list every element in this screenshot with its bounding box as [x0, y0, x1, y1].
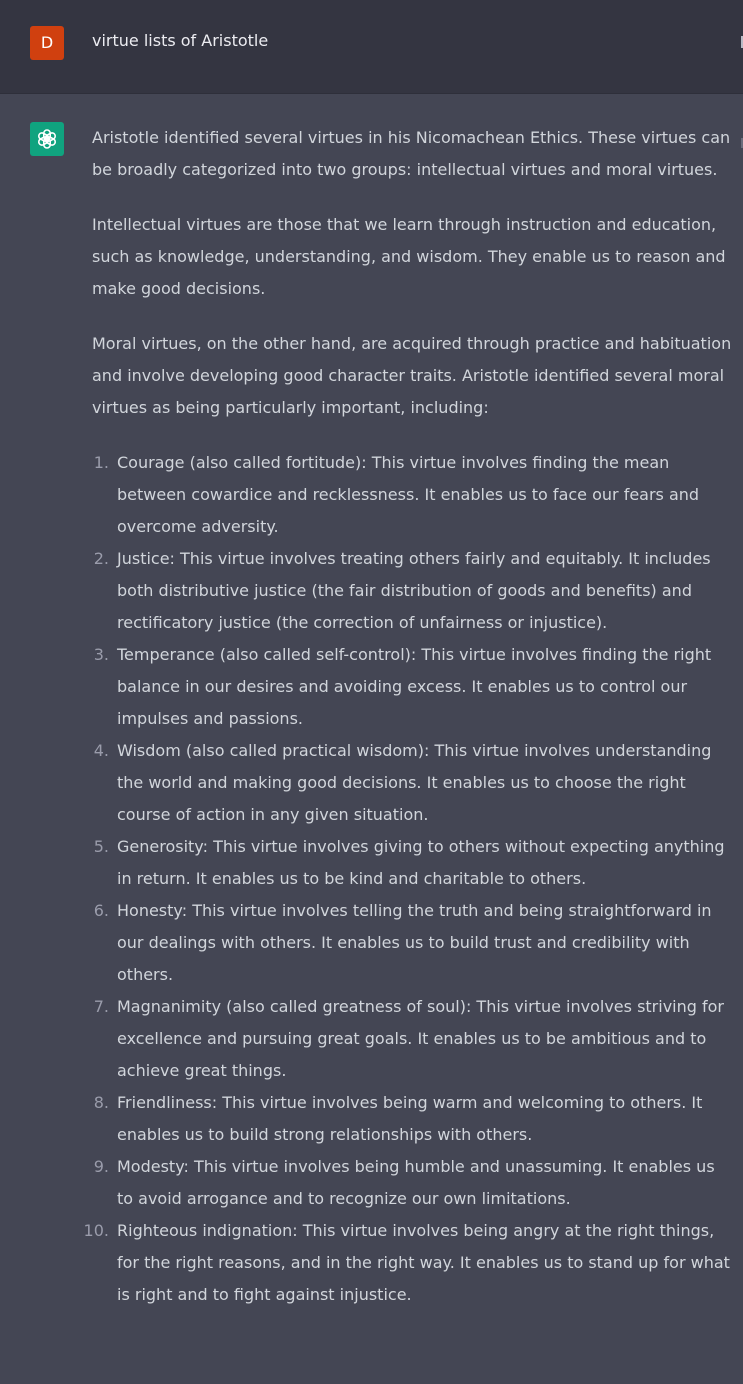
list-number: 4. — [93, 741, 109, 760]
list-item-text: Friendliness: This virtue involves being warm and welcoming to others. It enables us to build strong relationships with others. — [117, 1093, 703, 1144]
list-item — [92, 735, 732, 831]
user-avatar: D — [30, 26, 64, 60]
list-item-text: Courage (also called fortitude): This virtue involves finding the mean between cowardice and recklessness. It enables us to face our fears and overcome adversity. — [117, 453, 700, 536]
list-item-text: Modesty: This virtue involves being humble and unassuming. It enables us to avoid arrogance and to recognize our own limitations. — [117, 1157, 715, 1208]
list-item — [92, 831, 732, 895]
list-item-text: Justice: This virtue involves treating others fairly and equitably. It includes both distributive justice (the fair distribution of goods and benefits) and rectificatory justice (the correction of unfairness or injustice). — [117, 549, 711, 632]
list-number: 6. — [93, 901, 109, 920]
paragraph-intro: Aristotle identified several virtues in his Nicomachean Ethics. These virtues can be broadly categorized into two groups: intellectual virtues and moral virtues. — [92, 128, 731, 179]
list-item-text: Generosity: This virtue involves giving to others without expecting anything in return. It enables us to be kind and charitable to others. — [117, 837, 725, 888]
list-number: 2. — [93, 549, 109, 568]
openai-logo-icon — [35, 127, 59, 151]
list-number: 8. — [93, 1093, 109, 1112]
list-item-text: Magnanimity (also called greatness of soul): This virtue involves striving for excellence and pursuing great goals. It enables us to be ambitious and to achieve great things. — [117, 997, 724, 1080]
list-number: 3. — [93, 645, 109, 664]
assistant-avatar — [30, 122, 64, 156]
assistant-message-row — [0, 94, 743, 1384]
virtue-list — [83, 447, 732, 1311]
list-number: 10. — [83, 1221, 109, 1240]
list-item — [92, 991, 732, 1087]
list-number: 9. — [93, 1157, 109, 1176]
list-item-text: Righteous indignation: This virtue involves being angry at the right things, for the right reasons, and in the right way. It enables us to stand up for what is right and to fight against injustice. — [117, 1221, 730, 1304]
assistant-message-content — [83, 122, 732, 1311]
list-item — [92, 1151, 732, 1215]
list-item-text: Temperance (also called self-control): This virtue involves finding the right balance in our desires and avoiding excess. It enables us to control our impulses and passions. — [117, 645, 712, 728]
list-number: 7. — [93, 997, 109, 1016]
list-item-text: Honesty: This virtue involves telling the truth and being straightforward in our dealings with others. It enables us to build trust and credibility with others. — [117, 901, 712, 984]
list-item — [92, 895, 732, 991]
paragraph-moral: Moral virtues, on the other hand, are acquired through practice and habituation and involve developing good character traits. Aristotle identified several moral virtues as being particularly important, including: — [92, 334, 732, 417]
list-item — [92, 447, 732, 543]
list-number: 5. — [93, 837, 109, 856]
list-item — [92, 1087, 732, 1151]
list-item — [92, 543, 732, 639]
paragraph-intellectual: Intellectual virtues are those that we learn through instruction and education, such as knowledge, understanding, and wisdom. They enable us to reason and make good decisions. — [92, 215, 726, 298]
list-item-text: Wisdom (also called practical wisdom): This virtue involves understanding the world and making good decisions. It enables us to choose the right course of action in any given situation. — [117, 741, 712, 824]
list-number: 1. — [93, 453, 109, 472]
list-item — [83, 1215, 732, 1311]
list-item — [92, 639, 732, 735]
user-message-row — [0, 0, 743, 94]
user-message-text: virtue lists of Aristotle — [92, 31, 269, 50]
